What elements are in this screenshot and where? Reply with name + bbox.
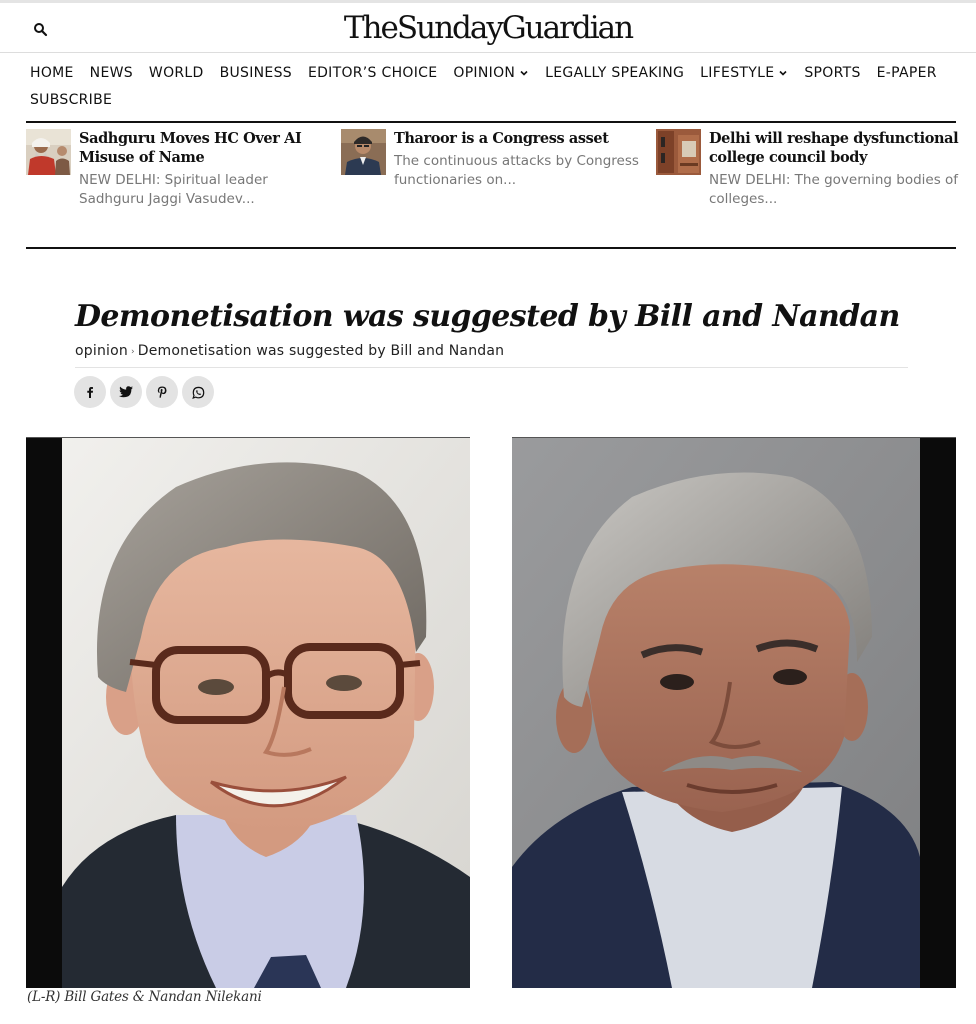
nav-item-e-paper[interactable] (877, 65, 937, 81)
facebook-share-button[interactable] (74, 376, 106, 408)
story-title-line: Misuse of Name (79, 149, 205, 166)
story-excerpt-line: functionaries on... (394, 172, 517, 188)
whatsapp-share-button[interactable] (182, 376, 214, 408)
story-thumbnail (656, 129, 701, 175)
breadcrumb-current: Demonetisation was suggested by Bill and Nandan (137, 343, 505, 359)
breadcrumb-section-link[interactable]: opinion (75, 343, 128, 359)
twitter-share-button[interactable] (110, 376, 142, 408)
main-nav (30, 63, 937, 110)
nav-item-label: HOME (30, 65, 74, 81)
pinterest-icon (155, 385, 169, 399)
breadcrumb-separator-icon: › (130, 347, 135, 357)
story-excerpt-line: The continuous attacks by Congress (394, 153, 639, 169)
nav-item-legally-speaking[interactable] (545, 65, 684, 81)
twitter-icon (118, 384, 134, 400)
breadcrumb-divider (75, 367, 908, 368)
story-title[interactable] (79, 129, 329, 167)
whatsapp-icon (191, 385, 206, 400)
nav-item-label: E-PAPER (876, 65, 937, 81)
story-excerpt-line: NEW DELHI: The governing bodies of (709, 172, 959, 188)
related-story-card[interactable] (26, 127, 326, 227)
nav-item-business[interactable] (220, 65, 292, 81)
story-thumbnail (26, 129, 71, 175)
story-title-line: Delhi will reshape dysfunctional (709, 130, 959, 147)
site-logo[interactable]: TheSundayGuardian (343, 10, 633, 46)
nav-item-subscribe[interactable] (30, 92, 112, 108)
story-title-line: Sadhguru Moves HC Over AI (79, 130, 302, 147)
article-photo-bill-gates (26, 437, 470, 988)
article-headline: Demonetisation was suggested by Bill and Nandan (75, 299, 900, 334)
nav-item-sports[interactable] (804, 65, 860, 81)
story-title-line: Tharoor is a Congress asset (394, 130, 609, 147)
related-stories-strip (26, 121, 959, 249)
photo-caption: (L-R) Bill Gates & Nandan Nilekani (27, 989, 262, 1005)
nav-item-label: LEGALLY SPEAKING (545, 65, 685, 81)
share-bar (74, 376, 218, 408)
nav-item-world[interactable] (149, 65, 204, 81)
related-story-card[interactable] (341, 127, 641, 227)
story-excerpt (394, 152, 644, 190)
nav-item-label: WORLD (148, 65, 204, 81)
nav-item-label: EDITOR’S CHOICE (307, 65, 438, 81)
nav-row-secondary (30, 90, 930, 110)
facebook-icon (83, 385, 97, 399)
nav-item-label: LIFESTYLE (700, 65, 775, 81)
story-excerpt-line: NEW DELHI: Spiritual leader (79, 172, 268, 188)
nav-item-label: OPINION (453, 65, 516, 81)
nav-item-news[interactable] (90, 65, 133, 81)
nav-item-lifestyle[interactable] (700, 65, 788, 81)
story-excerpt (79, 171, 329, 209)
pinterest-share-button[interactable] (146, 376, 178, 408)
nav-item-editor-s-choice[interactable] (308, 65, 437, 81)
article-photo-nandan-nilekani (512, 437, 956, 988)
related-story-card[interactable] (656, 127, 959, 227)
nav-item-opinion[interactable] (453, 65, 529, 81)
story-excerpt (709, 171, 959, 209)
nav-item-label: SUBSCRIBE (30, 92, 113, 108)
nav-row-primary (30, 63, 937, 83)
story-thumbnail (341, 129, 386, 175)
story-title-line: college council body (709, 149, 868, 166)
chevron-down-icon (519, 68, 529, 78)
nav-item-label: NEWS (89, 65, 133, 81)
nav-item-home[interactable] (30, 65, 74, 81)
masthead (0, 3, 976, 53)
story-excerpt-line: Sadhguru Jaggi Vasudev... (79, 191, 255, 207)
story-title[interactable] (709, 129, 959, 167)
story-excerpt-line: colleges... (709, 191, 778, 207)
nav-item-label: SPORTS (804, 65, 861, 81)
story-title[interactable] (394, 129, 644, 148)
breadcrumb (75, 343, 504, 359)
chevron-down-icon (778, 68, 788, 78)
nav-item-label: BUSINESS (219, 65, 292, 81)
